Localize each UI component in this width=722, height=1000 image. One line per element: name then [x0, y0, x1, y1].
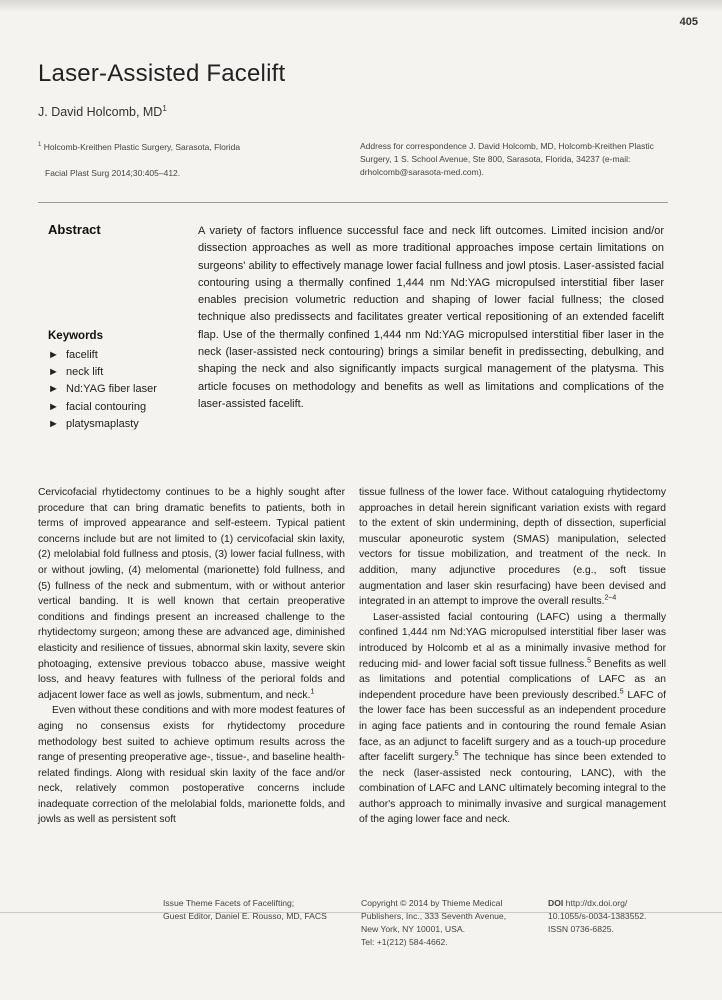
bullet-arrow-icon: ►: [48, 366, 59, 379]
keyword-item: ► facial contouring: [48, 399, 157, 416]
abstract-text: A variety of factors influence successful face and neck lift outcomes. Limited incision and/or dissection approaches as well as more traditional approaches impose certain limitations on surgeons' ability to effectively manage lower facial fullness and jowl ptosis. Laser-assisted facial contouring using a thermally confined 1,444 nm Nd:YAG micropulsed interstitial fiber laser enables precision volumetric reduction and shaping of lower facial fullness; the closed technique also predissects and facilitates greater vertical repositioning of an extended facelift flap. Use of the thermally confined 1,444 nm Nd:YAG micropulsed interstitial fiber laser in the neck (laser-assisted neck contouring) brings a similar benefit in predissecting, debulking, and shaping the neck and also significantly impacts surgical management of the platysma. This article focuses on methodology and benefits as well as limitations and complications of the laser-assisted facelift.: [198, 225, 664, 410]
doi-link[interactable]: http://dx.doi.org/: [565, 898, 628, 908]
body-column-left: [38, 485, 345, 828]
affiliation: [38, 142, 240, 152]
keyword-item: ► Nd:YAG fiber laser: [48, 381, 157, 398]
page-number: 405: [679, 16, 698, 28]
doi-label: DOI: [548, 898, 564, 908]
correspondence-address: Address for correspondence J. David Holcomb, MD, Holcomb-Kreithen Plastic Surgery, 1 S. School Avenue, Ste 800, Sarasota, Florida, 34237 (e-mail: drholcomb@sarasota-med.com).: [360, 141, 654, 177]
reference-marker: 5: [454, 750, 459, 758]
body-paragraph: tissue fullness of the lower face. Without cataloguing rhytidectomy approaches in detail herein significant variation exists with regard to the extent of skin undermining, depth of dissection, superficial muscular aponeurotic system (SMAS) manipulation, selected vectors for tissue mobilization, and treatment of the neck. In addition, many adjunctive procedures (e.g., soft tissue augmentation and laser skin resurfacing) have been devised and integrated in an attempt to improve the overall results.$^{2-4}$: [359, 487, 666, 608]
keyword-item: ► platysmaplasty: [48, 416, 157, 433]
reference-marker: 1: [310, 688, 315, 696]
issue-theme-note: Issue Theme Facets of Facelifting; Guest Editor, Daniel E. Rousso, MD, FACS: [163, 898, 327, 921]
bullet-arrow-icon: ►: [48, 400, 59, 413]
body-paragraph: Even without these conditions and with more modest features of aging no consensus exists for rhytidectomy procedure methodology best suited to achieve optimum results across the range of presenting preoperative age-, tissue-, and baseline health-related findings. Along with residual skin laxity of the face and/or neck, relatively common postoperative concerns include inadequate correction of the melolabial folds, marionette folds, and jowls as well as persistent soft: [38, 705, 345, 826]
reference-marker: 2–4: [604, 594, 617, 602]
body-column-right: [359, 485, 666, 828]
scan-top-shadow: [0, 0, 722, 12]
reference-marker: 5: [587, 657, 591, 665]
keywords-list: [48, 347, 157, 433]
affiliation-text: Holcomb-Kreithen Plastic Surgery, Sarasota, Florida: [43, 142, 241, 152]
doi-note: DOI http://dx.doi.org/ 10.1055/s-0034-1383552. ISSN 0736-6825.: [548, 897, 698, 936]
issn: ISSN 0736-6825.: [548, 924, 614, 934]
affiliation-marker: 1: [38, 142, 42, 149]
keyword-item: ► facelift: [48, 347, 157, 364]
body-paragraph: Cervicofacial rhytidectomy continues to be a highly sought after procedure that can bring dramatic benefits to patients, both in terms of improved appearance and self-esteem. Typical patient concerns include but are not limited to (1) cervicofacial skin laxity, (2) melolabial fold fullness and ptosis, (3) lower facial fullness, with or without jowling, (4) melomental (marionette) fold fullness, and (5) fullness of the neck and submentum, with or without anterior vertical banding. It is well known that certain preoperative conditions and findings present an increased challenge to the rhytidectomy surgeon; among these are advanced age, diminished elasticity and resilience of tissues, abnormal skin laxity, severe skin photoaging, extensive previous tobacco abuse, massive weight loss, and heavy features with fullness of the perioral folds and adjacent lower face as well as jowls, submentum, and neck.$^1$: [38, 487, 345, 701]
copyright-note: Copyright © 2014 by Thieme Medical Publishers, Inc., 333 Seventh Avenue, New York, NY 10001, USA. Tel: +1(212) 584-4662.: [361, 898, 507, 947]
journal-citation: Facial Plast Surg 2014;30:405–412.: [45, 168, 181, 178]
keywords-heading: Keywords: [48, 330, 103, 342]
header-divider: [38, 202, 668, 203]
author-line: [38, 104, 167, 119]
keyword-item: ► neck lift: [48, 364, 157, 381]
author-name: J. David Holcomb, MD: [38, 105, 163, 120]
article-title: Laser-Assisted Facelift: [38, 60, 286, 87]
bullet-arrow-icon: ►: [48, 383, 59, 396]
abstract-heading: Abstract: [48, 222, 101, 237]
bullet-arrow-icon: ►: [48, 349, 59, 361]
body-paragraph: Laser-assisted facial contouring (LAFC) using a thermally confined 1,444 nm Nd:YAG micropulsed interstitial fiber laser was introduced by Holcomb et al as a minimally invasive method for reducing mid- and lower facial soft tissue fullness.$^5$ Benefits as well as limitations and potential complications of LAFC as an independent procedure have been previously described.$^5$ LAFC of the lower face has been successful as an independent procedure in aging face patients and in contouring the round female Asian face, as an adjunct to facelift surgery and as a touch-up procedure after facelift surgery.$^5$ The technique has since been extended to the neck (laser-assisted neck contouring, LANC), with the combination of LAFC and LANC ultimately becoming integral to the author's approach to minimally invasive and surgical management of the aging lower face and neck.: [359, 611, 666, 826]
reference-marker: 5: [619, 688, 624, 696]
author-affiliation-marker: 1: [162, 104, 167, 113]
bullet-arrow-icon: ►: [48, 417, 59, 430]
